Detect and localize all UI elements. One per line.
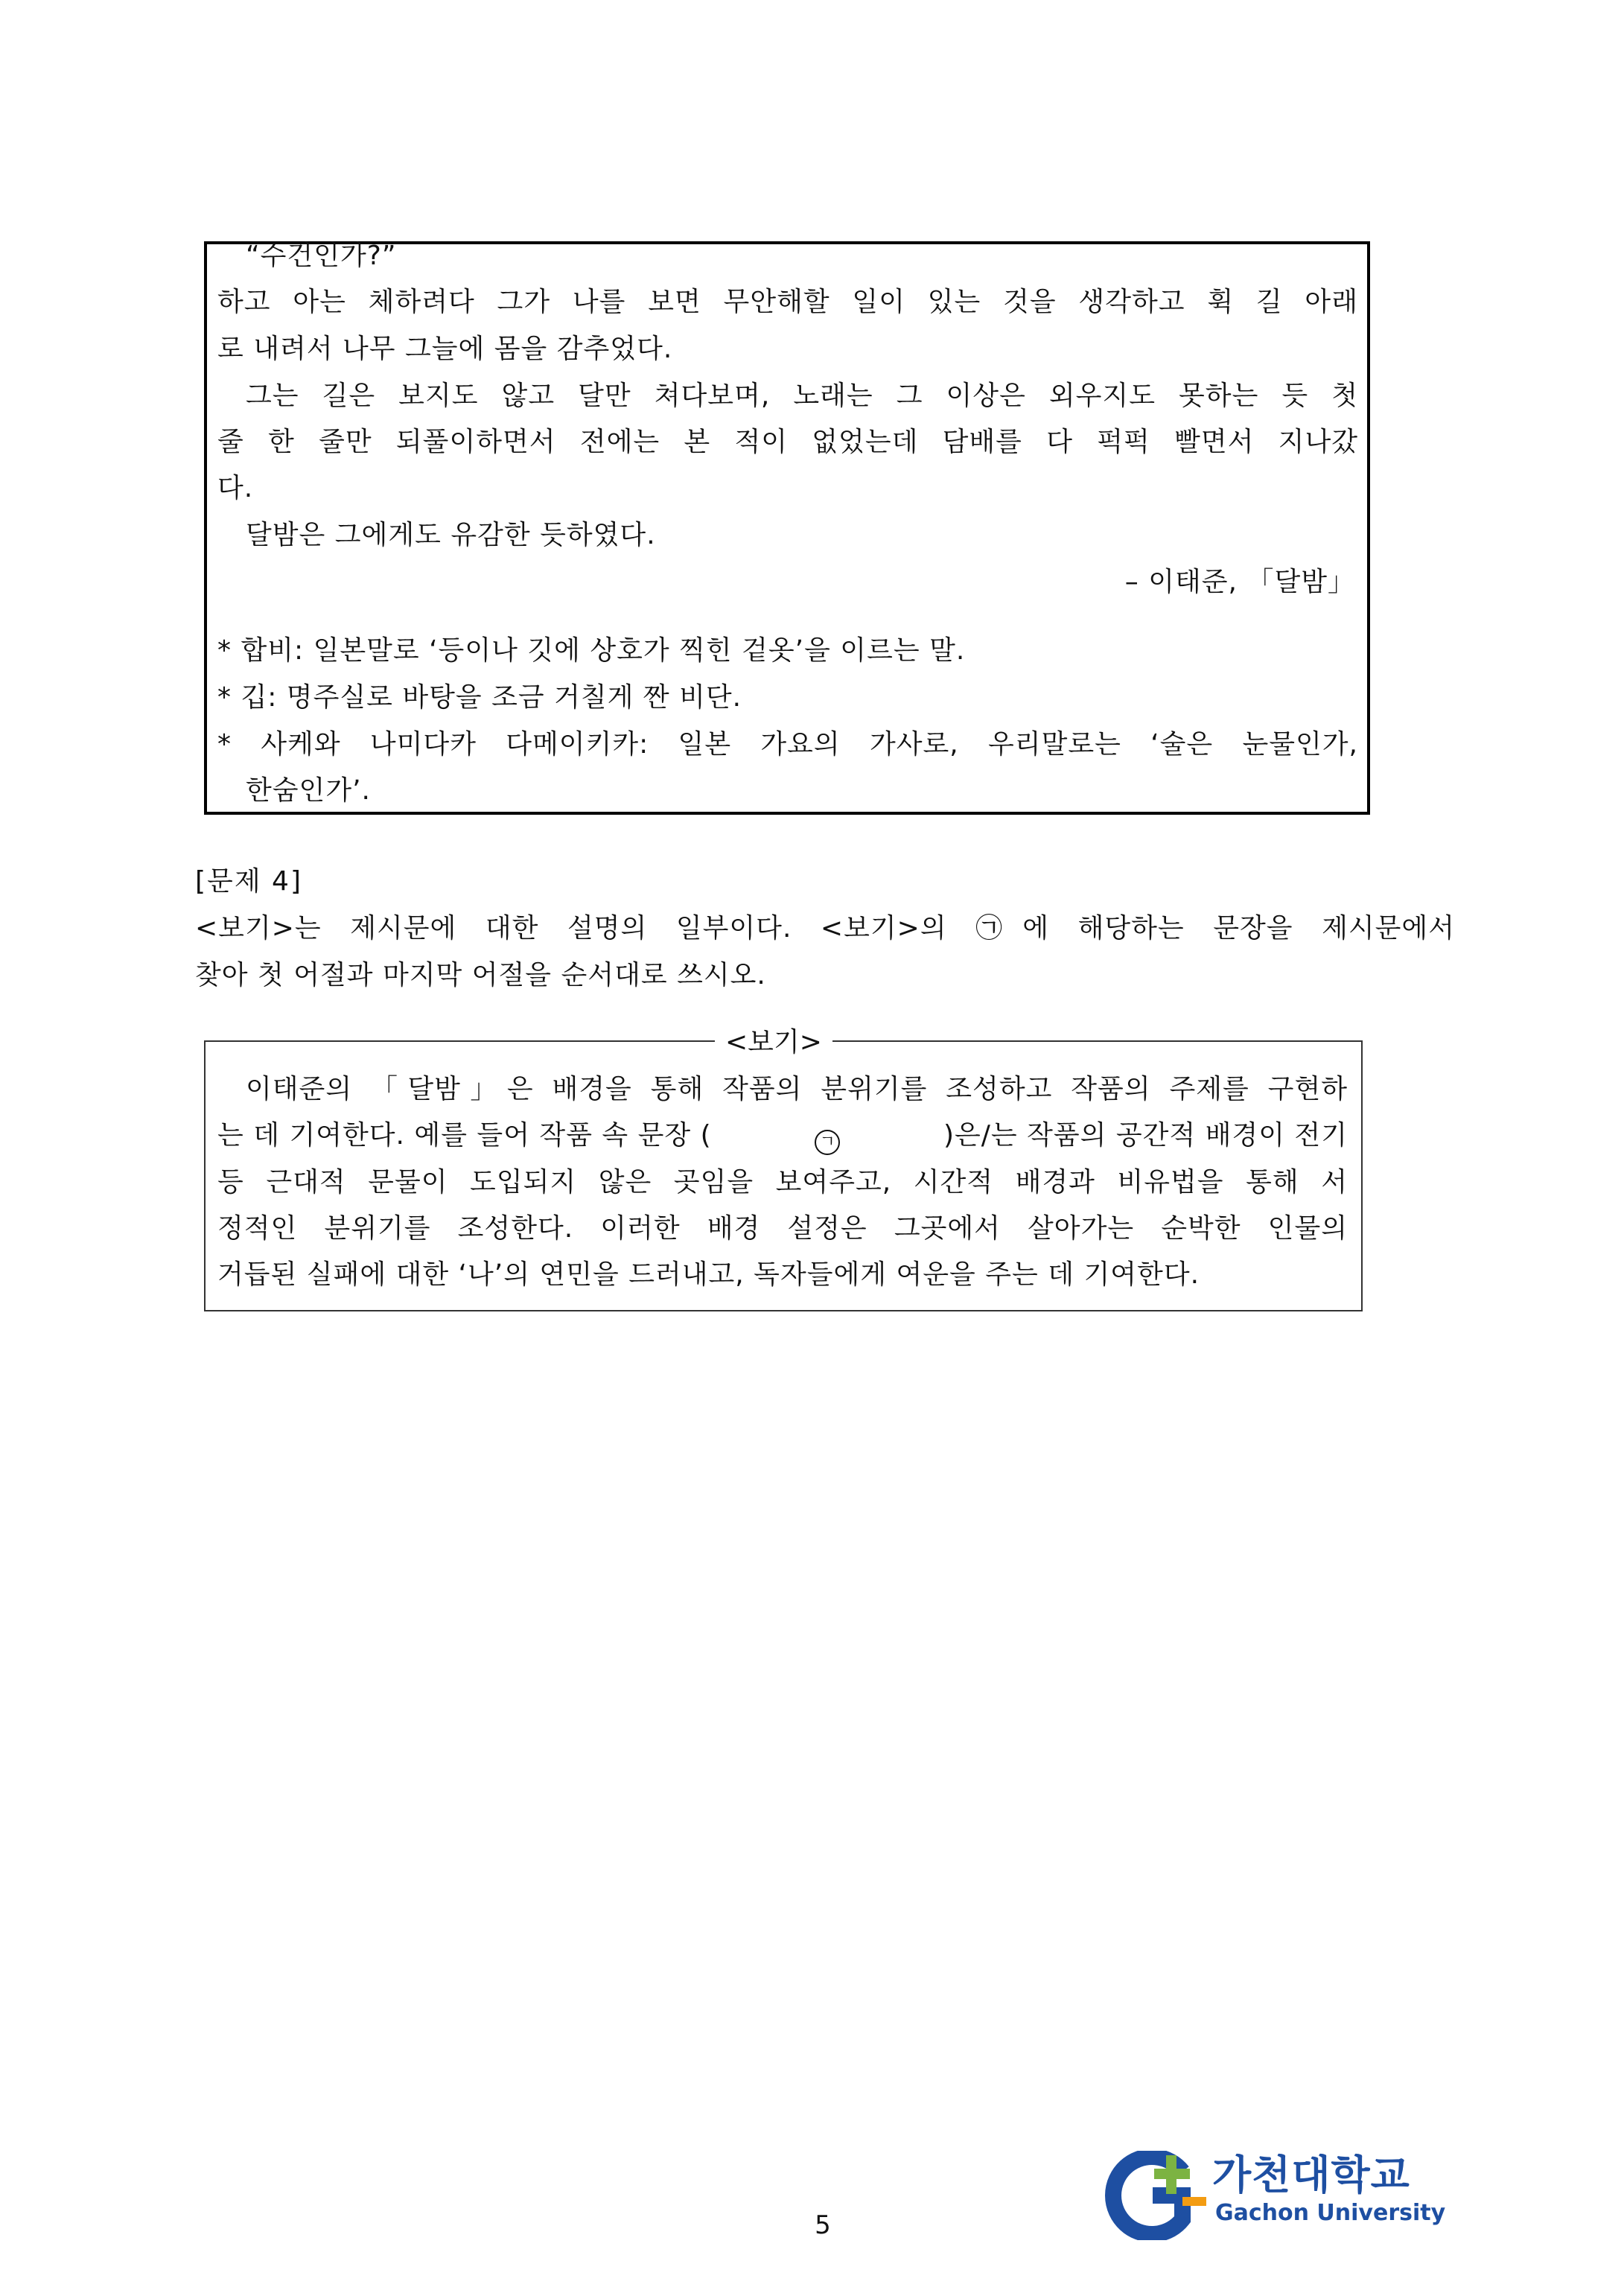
bogi-line-2-start: 는 데 기여한다. 예를 들어 작품 속 문장 ( bbox=[217, 1120, 712, 1151]
logo-emblem-icon bbox=[1095, 2151, 1214, 2240]
passage-line-5: 줄 한 줄만 되풀이하면서 전에는 본 적이 없었는데 담배를 다 퍽퍽 빨면서 지나갔 bbox=[217, 427, 1358, 457]
passage-line-6: 다. bbox=[217, 473, 254, 503]
logo-korean-name: 가천대학교 bbox=[1212, 2152, 1410, 2198]
footnote-sake-cont: 한숨인가’. bbox=[246, 775, 371, 806]
bogi-line-3: 등 근대적 문물이 도입되지 않은 곳임을 보여주고, 시간적 배경과 비유법을 통해 서 bbox=[217, 1167, 1348, 1198]
footnote-habi: * 합비: 일본말로 ‘등이나 깃에 상호가 찍힌 겉옷’을 이르는 말. bbox=[217, 635, 966, 666]
question-text-line-2: 찾아 첫 어절과 마지막 어절을 순서대로 쓰시오. bbox=[195, 960, 766, 990]
passage-line-2: 하고 아는 체하려다 그가 나를 보면 무안해할 일이 있는 것을 생각하고 휙 길 아래 bbox=[217, 287, 1358, 317]
circled-giyeok-marker: ㄱ bbox=[815, 1130, 840, 1155]
blank-marker bbox=[815, 1119, 840, 1155]
bogi-line-1: 이태준의 「달밤」은 배경을 통해 작품의 분위기를 조성하고 작품의 주제를 구현하 bbox=[246, 1074, 1348, 1104]
bogi-line-4: 정적인 분위기를 조성한다. 이러한 배경 설정은 그곳에서 살아가는 순박한 인물의 bbox=[217, 1213, 1348, 1244]
footnote-sake: * 사케와 나미다카 다메이키카: 일본 가요의 가사로, 우리말로는 ‘술은 눈물인가, bbox=[217, 729, 1358, 760]
passage-line-7: 달밤은 그에게도 유감한 듯하였다. bbox=[246, 520, 656, 550]
question-text-line-1: <보기>는 제시문에 대한 설명의 일부이다. <보기>의 ㉠에 해당하는 문장을 제시문에서 bbox=[195, 913, 1455, 944]
question-heading: [문제 4] bbox=[195, 866, 302, 897]
bogi-title: <보기> bbox=[715, 1026, 832, 1059]
bogi-line-5: 거듭된 실패에 대한 ‘나’의 연민을 드러내고, 독자들에게 여운을 주는 데 기여한다. bbox=[217, 1259, 1200, 1290]
bogi-line-2-end: )은/는 작품의 공간적 배경이 전기 bbox=[943, 1120, 1348, 1151]
passage-line-3: 로 내려서 나무 그늘에 몸을 감추었다. bbox=[217, 334, 673, 364]
page-number: 5 bbox=[815, 2210, 831, 2240]
footnote-gip: * 깁: 명주실로 바탕을 조금 거칠게 짠 비단. bbox=[217, 682, 742, 713]
passage-line-1: “수건인가?” bbox=[246, 241, 397, 271]
university-logo bbox=[1095, 2151, 1446, 2240]
passage-source: – 이태준, 「달밤」 bbox=[1124, 567, 1355, 597]
logo-english-name: Gachon University bbox=[1215, 2200, 1446, 2226]
bogi-line-2 bbox=[217, 1119, 1348, 1155]
passage-line-4: 그는 길은 보지도 않고 달만 쳐다보며, 노래는 그 이상은 외우지도 못하는 듯 첫 bbox=[246, 381, 1358, 411]
